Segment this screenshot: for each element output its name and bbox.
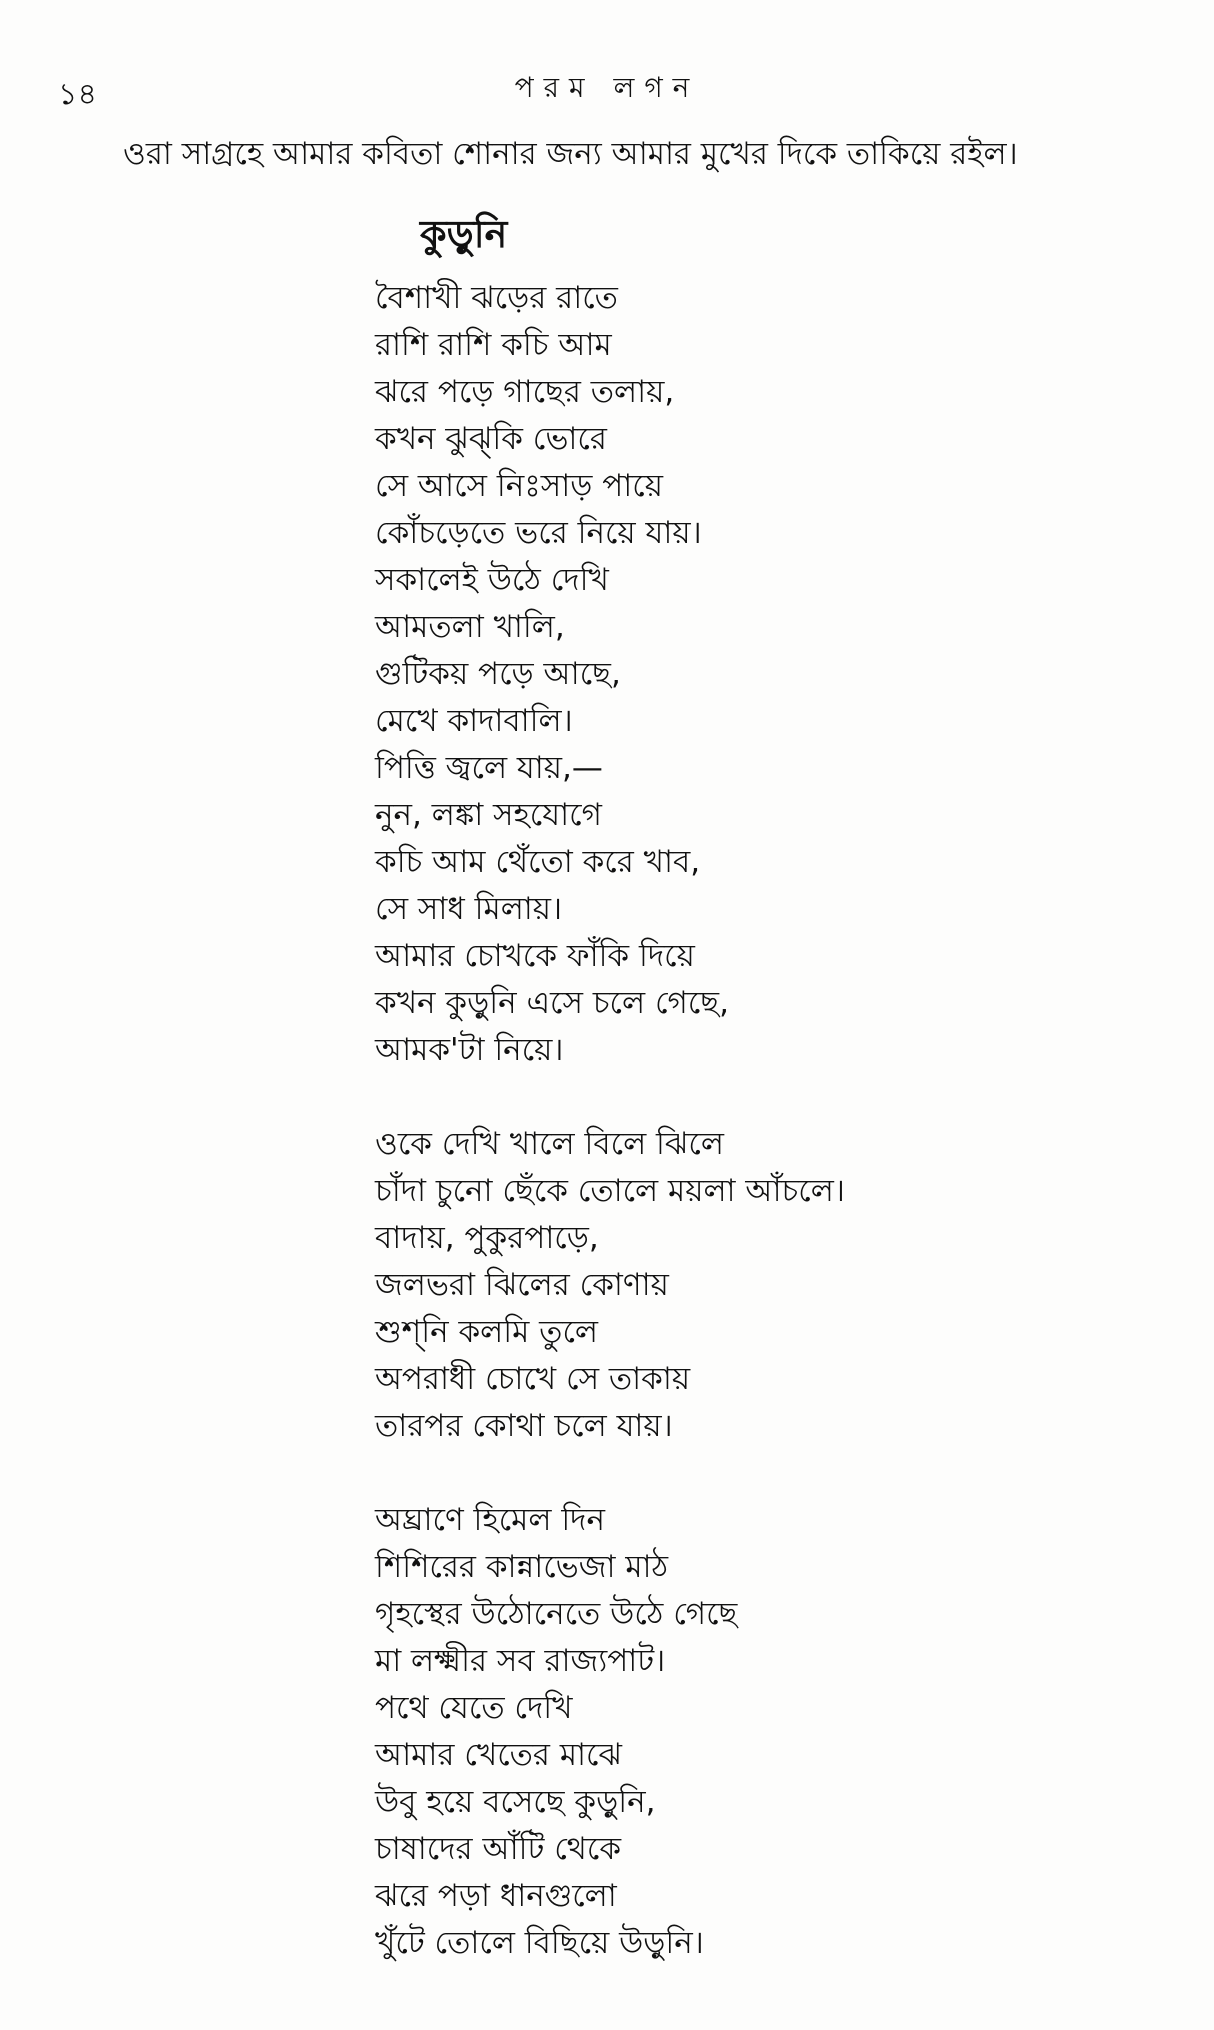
- poem-line: অপরাধী চোখে সে তাকায়: [375, 1361, 691, 1397]
- poem-line: সে আসে নিঃসাড় পায়ে: [375, 468, 663, 504]
- poem-line: অঘ্রাণে হিমেল দিন: [375, 1502, 605, 1538]
- poem-line: গৃহস্থের উঠোনেতে উঠে গেছে: [375, 1596, 738, 1632]
- poem-line: কোঁচড়েতে ভরে নিয়ে যায়।: [375, 515, 702, 551]
- poem-line: আমার চোখকে ফাঁকি দিয়ে: [375, 938, 695, 974]
- poem-line: গুটিকয় পড়ে আছে,: [375, 656, 621, 692]
- poem-line: তারপর কোথা চলে যায়।: [375, 1408, 673, 1444]
- poem-line: আমার খেতের মাঝে: [375, 1737, 622, 1773]
- poem-title: কুড়ুনি: [420, 212, 508, 256]
- poem-line: শিশিরের কান্নাভেজা মাঠ: [375, 1549, 669, 1585]
- page-number: ১৪: [58, 77, 97, 112]
- stanza-2: [375, 1121, 845, 1450]
- poem-line: উবু হয়ে বসেছে কুড়ুনি,: [375, 1784, 656, 1820]
- poem-line: বৈশাখী ঝড়ের রাতে: [375, 280, 618, 316]
- poem-line: ঝরে পড়া ধানগুলো: [375, 1878, 617, 1914]
- poem-line: জলভরা ঝিলের কোণায়: [375, 1267, 669, 1303]
- poem-line: ওকে দেখি খালে বিলে ঝিলে: [375, 1126, 724, 1162]
- running-title: পরম লগন: [514, 71, 700, 104]
- poem-line: আমক'টা নিয়ে।: [375, 1032, 564, 1068]
- poem-line: নুন, লঙ্কা সহযোগে: [375, 797, 602, 833]
- prose-line: ওরা সাগ্রহে আমার কবিতা শোনার জন্য আমার মুখের দিকে তাকিয়ে রইল।: [123, 136, 1018, 172]
- poem-line: পথে যেতে দেখি: [375, 1690, 573, 1726]
- poem-line: বাদায়, পুকুরপাড়ে,: [375, 1220, 599, 1256]
- poem-line: চাঁদা চুনো ছেঁকে তোলে ময়লা আঁচলে।: [375, 1173, 845, 1209]
- poem-line: ঝরে পড়ে গাছের তলায়,: [375, 374, 675, 410]
- poem-line: কচি আম থেঁতো করে খাব,: [375, 844, 701, 880]
- poem-line: সে সাধ মিলায়।: [375, 891, 563, 927]
- poem-line: আমতলা খালি,: [375, 609, 565, 645]
- poem-line: শুশ্‌নি কলমি তুলে: [375, 1314, 599, 1350]
- poem-line: কখন কুড়ুনি এসে চলে গেছে,: [375, 985, 729, 1021]
- poem-line: চাষাদের আঁটি থেকে: [375, 1831, 622, 1867]
- poem-line: পিত্তি জ্বলে যায়,—: [375, 750, 603, 786]
- poem-line: সকালেই উঠে দেখি: [375, 562, 609, 598]
- poem-line: মেখে কাদাবালি।: [375, 703, 573, 739]
- poem-line: মা লক্ষ্মীর সব রাজ্যপাট।: [375, 1643, 666, 1679]
- stanza-3: [375, 1497, 845, 1967]
- poem-line: রাশি রাশি কচি আম: [375, 327, 612, 363]
- stanza-1: [375, 275, 845, 1074]
- poem-line: খুঁটে তোলে বিছিয়ে উড়ুনি।: [375, 1925, 704, 1961]
- poem-line: কখন ঝুঝ্‌কি ভোরে: [375, 421, 607, 457]
- poem-body: [375, 275, 845, 2014]
